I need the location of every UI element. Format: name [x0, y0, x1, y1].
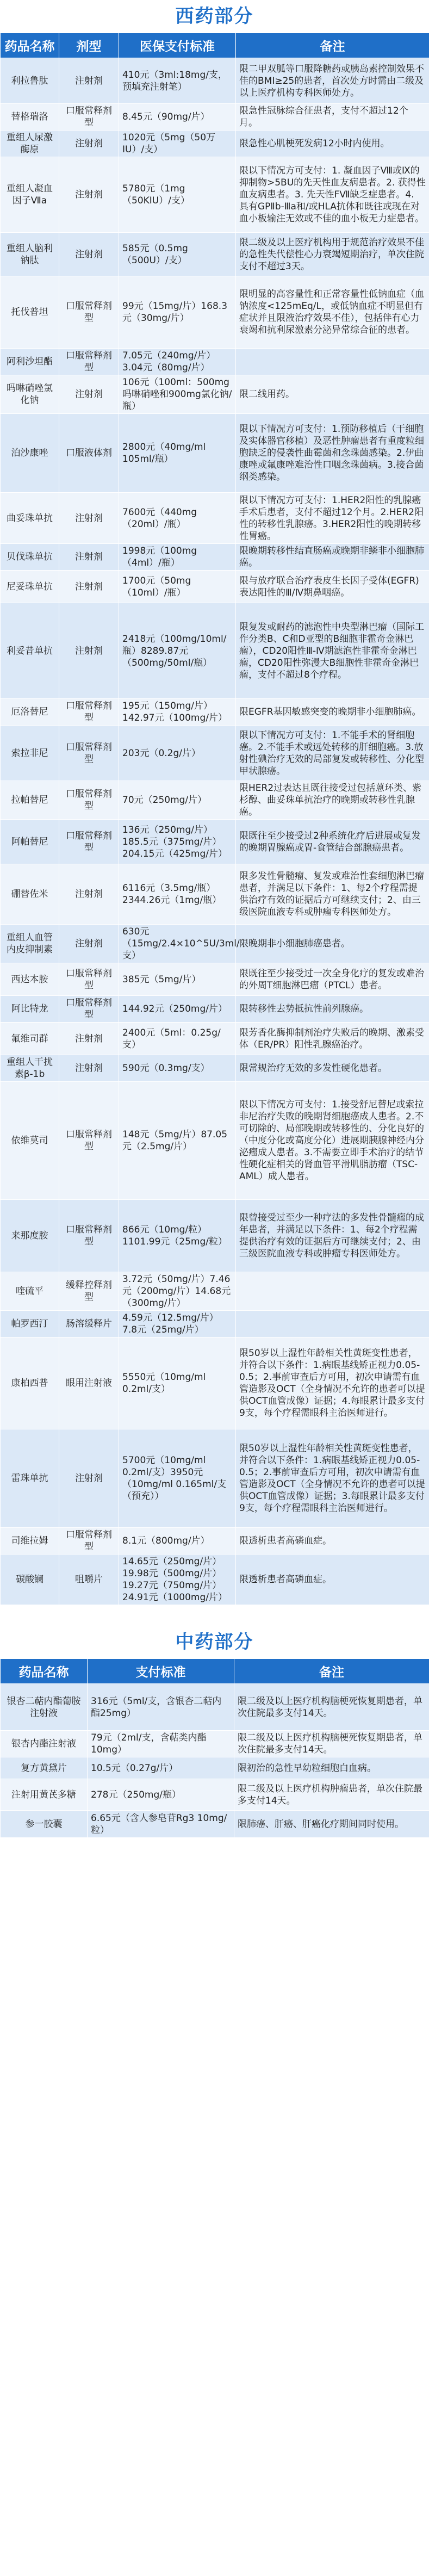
drug-form-cell: 注射剂 [59, 1055, 119, 1082]
drug-price-cell: 6.65元（含人参皂苷Rg3 10mg/粒） [88, 1811, 234, 1838]
chinese-table-header [1, 1659, 429, 1684]
drug-note-cell: 限二级及以上医疗机构脑梗死恢复期患者，单次住院最多支付14天。 [234, 1731, 429, 1757]
table-row [1, 571, 429, 603]
drug-name-cell: 阿帕替尼 [1, 820, 59, 864]
drug-name-cell: 喹硫平 [1, 1272, 59, 1311]
chinese-header-cell: 药品名称 [1, 1659, 88, 1684]
drug-form-cell: 口服常释剂型 [59, 781, 119, 820]
drug-price-cell: 2400元（5ml：0.25g/支） [119, 1023, 236, 1055]
drug-form-cell: 注射剂 [59, 157, 119, 233]
drug-form-cell: 口服常释剂型 [59, 1200, 119, 1272]
drug-note-cell: 限二甲双胍等口服降糖药或胰岛素控制效果不佳的BMI≥25的患者，首次处方时需由二级及以上医疗机构专科医师处方。 [236, 58, 429, 104]
drug-price-cell: 5780元（1mg（50KIU）/支） [119, 157, 236, 233]
drug-form-cell: 注射剂 [59, 1023, 119, 1055]
drug-price-cell: 2418元（100mg/10ml/瓶）8289.87元（500mg/50ml/瓶） [119, 603, 236, 699]
drug-note-cell: 限急性冠脉综合征患者，支付不超过12个月。 [236, 104, 429, 131]
table-row [1, 1757, 429, 1779]
drug-note-cell: 限既往至少接受过一次全身化疗的复发或难治的外周T细胞淋巴瘤（PTCL）患者。 [236, 963, 429, 996]
drug-name-cell: 来那度胺 [1, 1200, 59, 1272]
table-row [1, 493, 429, 544]
western-section-title: 西药部分 [175, 5, 254, 27]
drug-price-cell: 1700元（50mg（10ml）/瓶） [119, 571, 236, 603]
drug-note-cell: 限晚期非小细胞肺癌患者。 [236, 925, 429, 963]
western-table [0, 33, 429, 1605]
drug-price-cell: 410元（3ml:18mg/支，预填充注射笔） [119, 58, 236, 104]
drug-name-cell: 银杏内酯注射液 [1, 1731, 88, 1757]
western-header-cell: 药品名称 [1, 33, 59, 58]
table-row [1, 963, 429, 996]
drug-form-cell: 注射剂 [59, 493, 119, 544]
drug-name-cell: 注射用黄芪多糖 [1, 1779, 88, 1811]
drug-price-cell: 385元（5mg/片） [119, 963, 236, 996]
drug-note-cell: 限多发性骨髓瘤、复发或难治性套细胞淋巴瘤患者，并满足以下条件：1、每2个疗程需提供治疗有效的证据后方可继续支付；2、由三级医院血液专科或肿瘤专科医师处方。 [236, 864, 429, 925]
drug-name-cell: 重组人脑利钠肽 [1, 233, 59, 276]
drug-name-cell: 氟维司群 [1, 1023, 59, 1055]
drug-price-cell: 99元（15mg/片）168.3元（30mg/片） [119, 276, 236, 349]
table-row [1, 544, 429, 571]
drug-name-cell: 参一胶囊 [1, 1811, 88, 1838]
drug-form-cell: 注射剂 [59, 1429, 119, 1528]
chinese-header-cell: 支付标准 [88, 1659, 234, 1684]
drug-name-cell: 阿利沙坦酯 [1, 349, 59, 375]
drug-name-cell: 拉帕替尼 [1, 781, 59, 820]
drug-name-cell: 重组人凝血因子Ⅶa [1, 157, 59, 233]
drug-note-cell: 限二级及以上医疗机构脑梗死恢复期患者，单次住院最多支付14天。 [234, 1684, 429, 1731]
drug-name-cell: 利妥昔单抗 [1, 603, 59, 699]
drug-name-cell: 硼替佐米 [1, 864, 59, 925]
drug-price-cell: 8.45元（90mg/片） [119, 104, 236, 131]
drug-name-cell: 依维莫司 [1, 1082, 59, 1200]
table-row [1, 603, 429, 699]
drug-form-cell: 口服常释剂型 [59, 996, 119, 1023]
table-row [1, 726, 429, 781]
drug-note-cell: 限曾接受过至少一种疗法的多发性骨髓瘤的成年患者，并满足以下条件：1、每2个疗程需提供治疗有效的证据后方可继续支付；2、由三级医院血液专科或肿瘤专科医师处方。 [236, 1200, 429, 1272]
drug-form-cell: 口服常释剂型 [59, 726, 119, 781]
table-row [1, 1055, 429, 1082]
table-row [1, 1023, 429, 1055]
drug-form-cell: 注射剂 [59, 58, 119, 104]
drug-form-cell: 口服液体剂 [59, 414, 119, 493]
drug-note-cell: 限芳香化酶抑制剂治疗失败后的晚期、激素受体（ER/PR）阳性乳腺癌治疗。 [236, 1023, 429, 1055]
table-row [1, 233, 429, 276]
table-row [1, 925, 429, 963]
drug-note-cell: 限二级及以上医疗机构用于规范治疗效果不佳的急性失代偿性心力衰竭短期治疗，单次住院支付不超过3天。 [236, 233, 429, 276]
drug-note-cell: 限复发或耐药的滤泡性中央型淋巴瘤（国际工作分类B、C和D亚型的B细胞非霍奇金淋巴瘤），CD20阳性Ⅲ-Ⅳ期滤泡性非霍奇金淋巴瘤，CD20阳性弥漫大B细胞性非霍奇金淋巴瘤，支付不超过8个疗程。 [236, 603, 429, 699]
drug-price-cell: 316元（5ml/支，含银杏二萜内酯25mg） [88, 1684, 234, 1731]
drug-note-cell: 限以下情况方可支付：1.HER2阳性的乳腺癌手术后患者，支付不超过12个月。2.HER2阳性的转移性乳腺癌。3.HER2阳性的晚期转移性胃癌。 [236, 493, 429, 544]
table-row [1, 157, 429, 233]
drug-note-cell: 限与放疗联合治疗表皮生长因子受体(EGFR)表达阳性的Ⅲ/Ⅳ期鼻咽癌。 [236, 571, 429, 603]
drug-note-cell: 限50岁以上湿性年龄相关性黄斑变性患者，并符合以下条件：1.病眼基线矫正视力0.05-0.5；2.事前审查后方可用，初次申请需有血管造影及OCT（全身情况不允许的患者可以提供OCT血管成像）证据；3.每眼累计最多支付9支，每个疗程需眼科主治医师进行。 [236, 1429, 429, 1528]
table-row [1, 1684, 429, 1731]
drug-note-cell: 限透析患者高磷血症。 [236, 1528, 429, 1555]
drug-note-cell: 限转移性去势抵抗性前列腺癌。 [236, 996, 429, 1023]
drug-note-cell: 限50岁以上湿性年龄相关性黄斑变性患者，并符合以下条件：1.病眼基线矫正视力0.05-0.5；2.事前审查后方可用，初次申请需有血管造影及OCT（全身情况不允许的患者可以提供OCT血管成像）证据；4.每眼累计最多支付9支，每个疗程需眼科主治医师进行。 [236, 1337, 429, 1429]
western-header-cell: 剂型 [59, 33, 119, 58]
drug-name-cell: 碳酸镧 [1, 1555, 59, 1605]
drug-price-cell: 136元（250mg/片）185.5元（375mg/片）204.15元（425mg/片） [119, 820, 236, 864]
drug-name-cell: 托伐普坦 [1, 276, 59, 349]
drug-form-cell: 注射剂 [59, 233, 119, 276]
drug-price-cell: 7.05元（240mg/片）3.04元（80mg/片） [119, 349, 236, 375]
drug-note-cell [236, 1311, 429, 1337]
drug-note-cell: 限HER2过表达且既往接受过包括蒽环类、紫杉醇、曲妥珠单抗治疗的晚期或转移性乳腺癌。 [236, 781, 429, 820]
drug-name-cell: 帕罗西汀 [1, 1311, 59, 1337]
drug-price-cell: 585元（0.5mg（500U）/支） [119, 233, 236, 276]
drug-name-cell: 贝伐珠单抗 [1, 544, 59, 571]
table-row [1, 1311, 429, 1337]
table-row [1, 1272, 429, 1311]
drug-form-cell: 注射剂 [59, 603, 119, 699]
drug-note-cell: 限初治的急性早幼粒细胞白血病。 [234, 1757, 429, 1779]
table-row [1, 820, 429, 864]
drug-price-cell: 5550元（10mg/ml 0.2ml/支） [119, 1337, 236, 1429]
drug-name-cell: 利拉鲁肽 [1, 58, 59, 104]
drug-note-cell: 限既往至少接受过2种系统化疗后进展或复发的晚期胃腺癌或胃-食管结合部腺癌患者。 [236, 820, 429, 864]
drug-price-cell: 590元（0.3mg/支） [119, 1055, 236, 1082]
western-header-cell: 备注 [236, 33, 429, 58]
drug-form-cell: 口服常释剂型 [59, 104, 119, 131]
table-row [1, 349, 429, 375]
drug-note-cell [236, 349, 429, 375]
drug-price-cell: 148元（5mg/片）87.05元（2.5mg/片） [119, 1082, 236, 1200]
drug-note-cell: 限晚期转移性结直肠癌或晚期非鳞非小细胞肺癌。 [236, 544, 429, 571]
western-table-header [1, 33, 429, 58]
drug-note-cell: 限二线用药。 [236, 375, 429, 414]
drug-price-cell: 10.5元（0.27g/片） [88, 1757, 234, 1779]
drug-name-cell: 厄洛替尼 [1, 699, 59, 726]
drug-name-cell: 司维拉姆 [1, 1528, 59, 1555]
drug-form-cell: 咀嚼片 [59, 1555, 119, 1605]
chinese-table [0, 1658, 429, 1838]
table-row [1, 375, 429, 414]
drug-name-cell: 重组人血管内皮抑制素 [1, 925, 59, 963]
table-row [1, 1082, 429, 1200]
drug-form-cell: 肠溶缓释片 [59, 1311, 119, 1337]
table-row [1, 1731, 429, 1757]
table-row [1, 1337, 429, 1429]
drug-name-cell: 尼妥珠单抗 [1, 571, 59, 603]
drug-price-cell: 8.1元（800mg/片） [119, 1528, 236, 1555]
drug-form-cell: 口服常释剂型 [59, 349, 119, 375]
chinese-header-cell: 备注 [234, 1659, 429, 1684]
drug-name-cell: 泊沙康唑 [1, 414, 59, 493]
drug-form-cell: 注射剂 [59, 544, 119, 571]
table-row [1, 996, 429, 1023]
drug-price-cell: 6116元（3.5mg/瓶）2344.26元（1mg/瓶） [119, 864, 236, 925]
chinese-section-title: 中药部分 [175, 1631, 254, 1653]
drug-price-cell: 278元（250mg/瓶） [88, 1779, 234, 1811]
western-header-cell: 医保支付标准 [119, 33, 236, 58]
drug-price-cell: 70元（250mg/片） [119, 781, 236, 820]
table-row [1, 1200, 429, 1272]
drug-form-cell: 注射剂 [59, 925, 119, 963]
drug-form-cell: 注射剂 [59, 864, 119, 925]
drug-price-cell: 1998元（100mg（4ml）/瓶） [119, 544, 236, 571]
drug-note-cell: 限EGFR基因敏感突变的晚期非小细胞肺癌。 [236, 699, 429, 726]
drug-price-cell: 630元（15mg/2.4×10^5U/3ml/支） [119, 925, 236, 963]
drug-form-cell: 口服常释剂型 [59, 1528, 119, 1555]
drug-name-cell: 西达本胺 [1, 963, 59, 996]
table-row [1, 1528, 429, 1555]
table-row [1, 1429, 429, 1528]
drug-name-cell: 复方黄黛片 [1, 1757, 88, 1779]
drug-form-cell: 口服常释剂型 [59, 1082, 119, 1200]
drug-name-cell: 替格瑞洛 [1, 104, 59, 131]
drug-form-cell: 注射剂 [59, 375, 119, 414]
table-row [1, 1555, 429, 1605]
drug-price-cell: 2800元（40mg/ml 105ml/瓶） [119, 414, 236, 493]
drug-note-cell: 限二级及以上医疗机构肿瘤患者，单次住院最多支付14天。 [234, 1779, 429, 1811]
drug-note-cell: 限以下情况方可支付：1.接受舒尼替尼或索拉非尼治疗失败的晚期肾细胞癌成人患者。2.不可切除的、局部晚期或转移性的、分化良好的（中度分化或高度分化）进展期胰腺神经内分泌瘤成人患者。3.不需要立即手术治疗的结节性硬化症相关的肾血管平滑肌脂肪瘤（TSC-AML）成人患者。 [236, 1082, 429, 1200]
drug-form-cell: 口服常释剂型 [59, 963, 119, 996]
drug-name-cell: 重组人干扰素β-1b [1, 1055, 59, 1082]
table-row [1, 699, 429, 726]
drug-price-cell: 14.65元（250mg/片）19.98元（500mg/片）19.27元（750mg/片）24.91元（1000mg/片） [119, 1555, 236, 1605]
table-row [1, 781, 429, 820]
drug-note-cell: 限以下情况方可支付：1. 凝血因子Ⅷ或Ⅸ的抑制物>5BU的先天性血友病患者。2. 获得性血友病患者。3. 先天性FⅦ缺乏症患者。4. 具有GPⅡb-Ⅲa和/或HLA抗体和既往或现在对血小板输注无效或不佳的血小板无力症患者。 [236, 157, 429, 233]
drug-note-cell: 限透析患者高磷血症。 [236, 1555, 429, 1605]
drug-note-cell: 限明显的高容量性和正常容量性低钠血症（血钠浓度<125mEq/L，或低钠血症不明显但有症状并且限液治疗效果不佳），包括伴有心力衰竭和抗利尿激素分泌异常综合征的患者。 [236, 276, 429, 349]
drug-price-cell: 203元（0.2g/片） [119, 726, 236, 781]
drug-price-cell: 195元（150mg/片）142.97元（100mg/片） [119, 699, 236, 726]
drug-note-cell: 限常规治疗无效的多发性硬化患者。 [236, 1055, 429, 1082]
drug-form-cell: 注射剂 [59, 571, 119, 603]
drug-form-cell: 注射剂 [59, 131, 119, 157]
drug-price-cell: 7600元（440mg（20ml）/瓶） [119, 493, 236, 544]
drug-note-cell: 限以下情况方可支付：1.不能手术的肾细胞癌。2.不能手术或远处转移的肝细胞癌。3.放射性碘治疗无效的局部复发或转移性、分化型甲状腺癌。 [236, 726, 429, 781]
drug-price-cell: 3.72元（50mg/片）7.46元（200mg/片）14.68元（300mg/片） [119, 1272, 236, 1311]
table-row [1, 276, 429, 349]
drug-name-cell: 康柏西普 [1, 1337, 59, 1429]
drug-name-cell: 阿比特龙 [1, 996, 59, 1023]
drug-name-cell: 重组人尿激酶原 [1, 131, 59, 157]
drug-price-cell: 866元（10mg/粒）1101.99元（25mg/粒） [119, 1200, 236, 1272]
section-gap [0, 1605, 429, 1626]
drug-name-cell: 索拉非尼 [1, 726, 59, 781]
table-row [1, 414, 429, 493]
drug-price-cell: 5700元（10mg/ml 0.2ml/支）3950元（10mg/ml 0.165ml/支（预充）） [119, 1429, 236, 1528]
table-row [1, 864, 429, 925]
drug-name-cell: 银杏二萜内酯葡胺注射液 [1, 1684, 88, 1731]
drug-price-cell: 144.92元（250mg/片） [119, 996, 236, 1023]
drug-note-cell [236, 1272, 429, 1311]
drug-note-cell: 限急性心肌梗死发病12小时内使用。 [236, 131, 429, 157]
table-row [1, 1811, 429, 1838]
table-row [1, 1779, 429, 1811]
drug-form-cell: 眼用注射液 [59, 1337, 119, 1429]
drug-form-cell: 口服常释剂型 [59, 276, 119, 349]
drug-price-cell: 4.59元（12.5mg/片）7.8元（25mg/片） [119, 1311, 236, 1337]
drug-note-cell: 限肺癌、肝癌、肝癌化疗期间同时使用。 [234, 1811, 429, 1838]
drug-form-cell: 口服常释剂型 [59, 699, 119, 726]
drug-price-cell: 79元（2ml/支，含萜类内酯10mg） [88, 1731, 234, 1757]
drug-form-cell: 缓释控释剂型 [59, 1272, 119, 1311]
drug-name-cell: 吗啉硝唑氯化钠 [1, 375, 59, 414]
drug-name-cell: 雷珠单抗 [1, 1429, 59, 1528]
drug-name-cell: 曲妥珠单抗 [1, 493, 59, 544]
table-row [1, 131, 429, 157]
drug-price-cell: 1020元（5mg（50万IU）/支） [119, 131, 236, 157]
drug-price-cell: 106元（100ml：500mg吗啉硝唑和900mg氯化钠/瓶） [119, 375, 236, 414]
table-row [1, 104, 429, 131]
drug-form-cell: 口服常释剂型 [59, 820, 119, 864]
drug-note-cell: 限以下情况方可支付：1.预防移植后（干细胞及实体器官移植）及恶性肿瘤患者有重度粒细胞缺乏的侵袭性曲霉菌和念珠菌感染。2.伊曲康唑或氟康唑难治性口咽念珠菌病。3.接合菌纲类感染。 [236, 414, 429, 493]
table-row [1, 58, 429, 104]
